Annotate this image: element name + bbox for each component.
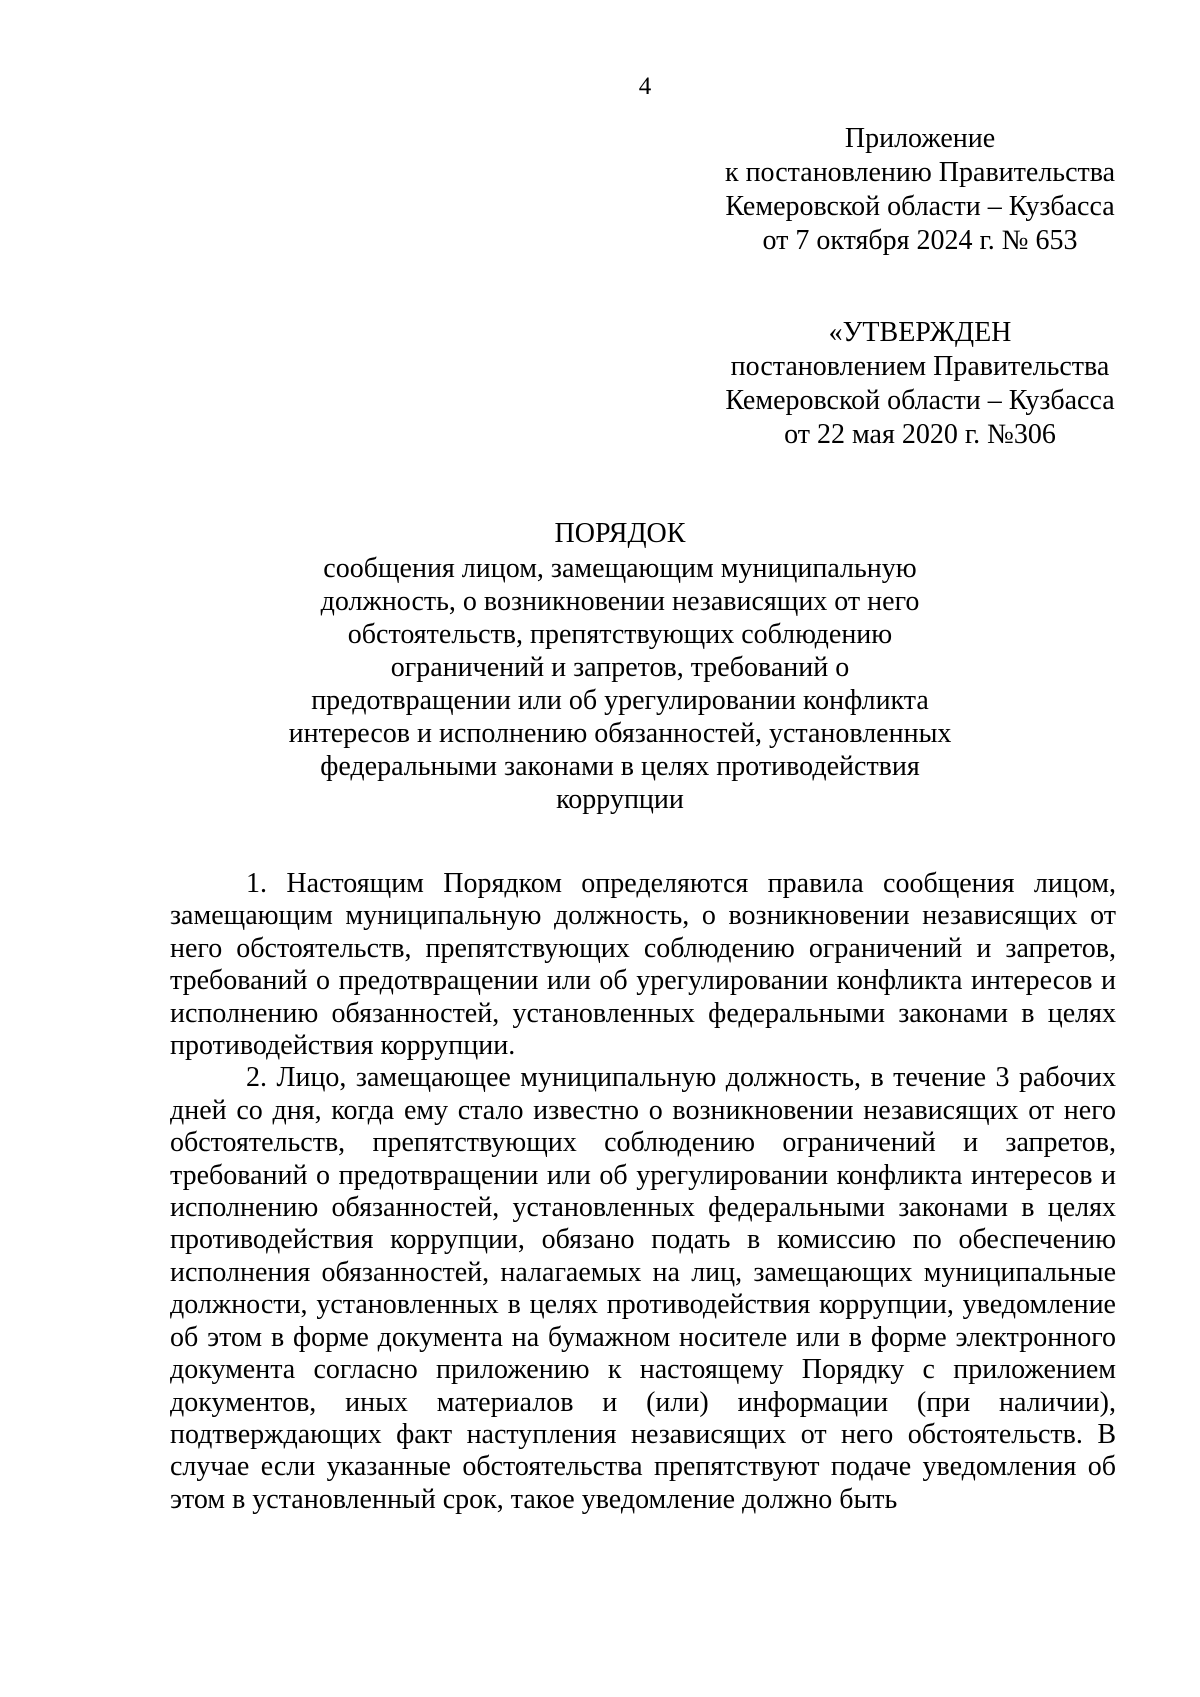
body-paragraph: 2. Лицо, замещающее муниципальную должность, в течение 3 рабочих дней со дня, когда ему стало известно о возникновении независящих от него обстоятельств, препятствующих соблюдению ограничений и запретов, требований о предотвращении или об урегулировании конфликта интересов и исполнению обязанностей, установленных федеральными законами в целях противодействия коррупции, обязано подать в комиссию по обеспечению исполнения обязанностей, налагаемых на лиц, замещающих муниципальные должности, установленных в целях противодействия коррупции, уведомление об этом в форме документа на бумажном носителе или в форме электронного документа согласно приложению к настоящему Порядку с приложением документов, иных материалов и (или) информации (при наличии), подтверждающих факт наступления независящих от него обстоятельств. В случае если указанные обстоятельства препятствуют подаче уведомления об этом в установленный срок, такое уведомление должно быть xyxy=(170,1062,1116,1515)
appendix-stamp xyxy=(700,122,1140,258)
document-title: ПОРЯДОК xyxy=(554,518,686,549)
document-subtitle-line: коррупции xyxy=(556,784,684,815)
approved-stamp xyxy=(700,316,1140,452)
page-number: 4 xyxy=(638,73,652,100)
appendix-stamp-line: к постановлению Правительства xyxy=(724,157,1116,188)
document-subtitle-line: обстоятельств, препятствующих соблюдению xyxy=(347,619,893,650)
approved-stamp-line: Кемеровской области – Кузбасса xyxy=(725,385,1115,416)
document-subtitle-line: предотвращении или об урегулировании конфликта xyxy=(311,685,929,716)
appendix-stamp-line: Приложение xyxy=(844,123,996,154)
approved-stamp-line: «УТВЕРЖДЕН xyxy=(828,317,1012,348)
document-subtitle-line: должность, о возникновении независящих от него xyxy=(320,586,920,617)
document-subtitle-line: ограничений и запретов, требований о xyxy=(390,652,850,683)
approved-stamp-line: постановлением Правительства xyxy=(730,351,1110,382)
appendix-stamp-line: от 7 октября 2024 г. № 653 xyxy=(762,225,1078,256)
document-body xyxy=(170,868,1116,1516)
body-paragraph: 1. Настоящим Порядком определяются правила сообщения лицом, замещающим муниципальную должность, о возникновении независящих от него обстоятельств, препятствующих соблюдению ограничений и запретов, требований о предотвращении или об урегулировании конфликта интересов и исполнению обязанностей, установленных федеральными законами в целях противодействия коррупции. xyxy=(170,868,1116,1062)
appendix-stamp-line: Кемеровской области – Кузбасса xyxy=(725,191,1115,222)
document-subtitle-line: федеральными законами в целях противодействия xyxy=(320,751,920,782)
document-subtitle-line: интересов и исполнению обязанностей, установленных xyxy=(288,718,952,749)
approved-stamp-line: от 22 мая 2020 г. №306 xyxy=(784,419,1056,450)
document-subtitle-line: сообщения лицом, замещающим муниципальную xyxy=(323,553,917,584)
document-heading xyxy=(180,516,1060,816)
